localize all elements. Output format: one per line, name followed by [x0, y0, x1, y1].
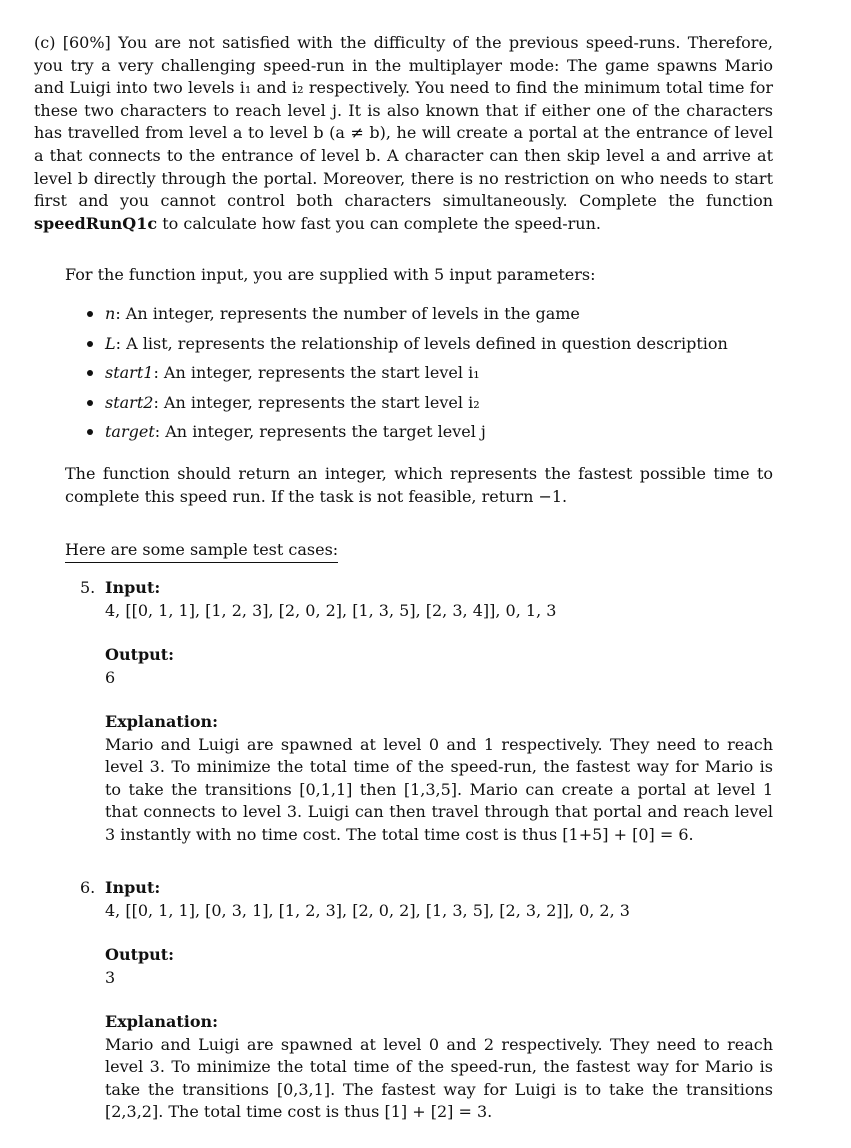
question-text-end: to calculate how fast you can complete the speed-run. [162, 213, 601, 233]
input-label: Input: [105, 878, 161, 897]
list-item [86, 362, 766, 392]
question-text: You are not satisfied with the difficulty of the previous speed-runs. Therefore, you try a very challenging speed-run in the multiplayer mode: The game spawns Mario and Luigi into two levels i₁ and i₂ respectively. You need to find the minimum total time for these two characters to reach level j. It is also known that if either one of the characters has travelled from level a to level b (a ≠ b), he will create a portal at the entrance of level a that connects to the entrance of level b. A character can then skip level a and arrive at level b directly through the portal. Moreover, there is no restriction on who needs to start first and you cannot control both characters simultaneously. Complete the function [34, 33, 774, 211]
explanation-text: Mario and Luigi are spawned at level 0 and 2 respectively. They need to reach level 3. To minimize the total time of the speed-run, the fastest way for Mario is take the transitions [0,3,1]. The fastest way for Luigi is to take the transitions [2,3,2]. The total time cost is thus [1] + [2] = 3. [105, 1034, 773, 1122]
part-label: (c) [34, 33, 56, 52]
input-label: Input: [105, 578, 161, 597]
function-name: speedRunQ1c [34, 213, 158, 233]
parameter-list [86, 303, 766, 451]
list-item [86, 333, 766, 363]
explanation-label: Explanation: [105, 712, 219, 731]
input-value: 4, [[0, 1, 1], [1, 2, 3], [2, 0, 2], [1, 3, 5], [2, 3, 4]], 0, 1, 3 [105, 600, 557, 620]
list-item [86, 303, 766, 333]
return-paragraph: The function should return an integer, which represents the fastest possible time to complete this speed run. If the task is not feasible, return −1. [65, 464, 773, 506]
weight-label: [60%] [62, 33, 111, 52]
param-desc: : An integer, represents the start level i₂ [153, 392, 480, 412]
param-desc: : An integer, represents the target level j [154, 422, 486, 441]
list-item [86, 421, 766, 451]
param-name: start2 [105, 392, 154, 412]
explanation-text: Mario and Luigi are spawned at level 0 and 1 respectively. They need to reach level 3. To minimize the total time of the speed-run, the fastest way for Mario is to take the transitions [0,1,1] then [1,3,5]. Mario can create a portal at level 1 that connects to level 3. Luigi can then travel through that portal and reach level 3 instantly with no time cost. The total time cost is thus [1+5] + [0] = 6. [105, 734, 773, 844]
output-value: 6 [105, 667, 116, 687]
param-name: L [105, 333, 116, 353]
output-value: 3 [105, 967, 116, 987]
case-number: 5. [80, 578, 96, 597]
param-desc: : A list, represents the relationship of levels defined in question description [115, 333, 728, 353]
input-value: 4, [[0, 1, 1], [0, 3, 1], [1, 2, 3], [2, 0, 2], [1, 3, 5], [2, 3, 2]], 0, 2, 3 [105, 900, 630, 920]
param-name: n [105, 304, 116, 323]
case-number: 6. [80, 878, 96, 897]
param-desc: : An integer, represents the start level i₁ [153, 363, 480, 382]
inputs-intro: For the function input, you are supplied with 5 input parameters: [65, 265, 596, 284]
question-paragraph [34, 32, 773, 235]
output-label: Output: [105, 945, 175, 964]
sample-heading: Here are some sample test cases: [65, 539, 338, 563]
param-name: start1 [105, 363, 154, 382]
output-label: Output: [105, 645, 175, 664]
param-desc: : An integer, represents the number of levels in the game [115, 304, 580, 323]
list-item [86, 392, 766, 422]
param-name: target [105, 422, 155, 441]
explanation-label: Explanation: [105, 1012, 219, 1031]
